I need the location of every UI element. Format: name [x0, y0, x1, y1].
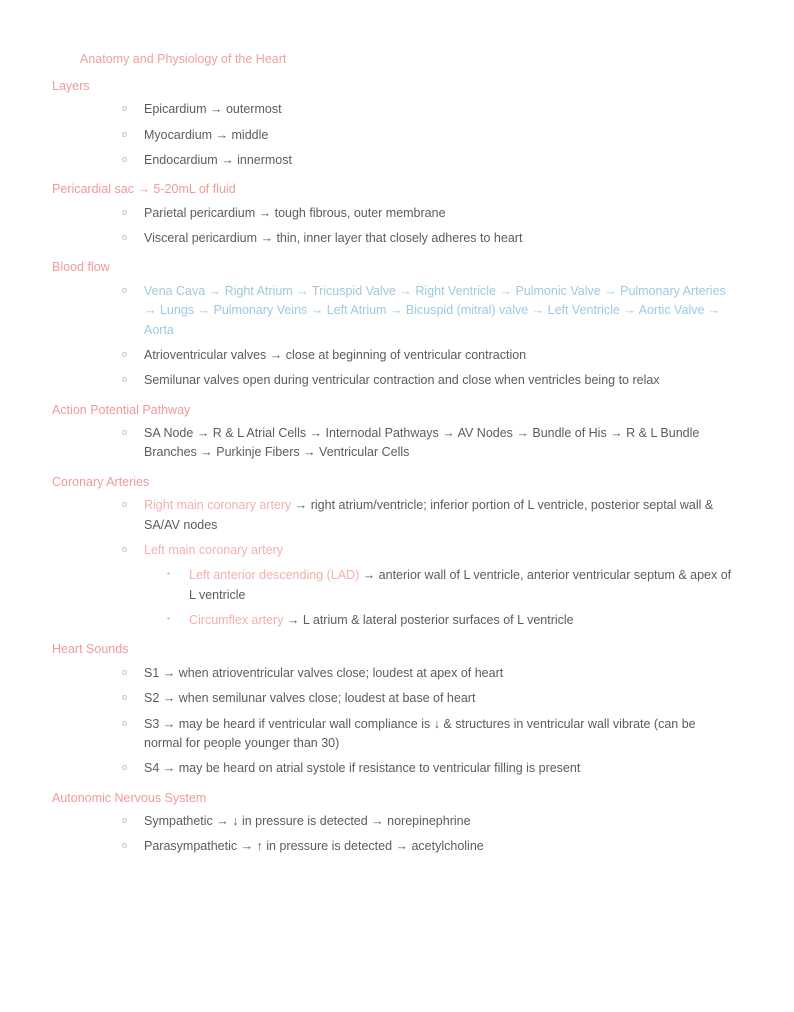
list-item [52, 759, 734, 778]
artery-name: Circumflex artery [189, 613, 284, 627]
bullet-marker-icon: o [122, 232, 128, 242]
section-heading: Coronary Arteries [52, 474, 150, 489]
list-item-text: Parasympathetic → ↑ in pressure is detected → acetylcholine [144, 839, 484, 854]
section-heading: Action Potential Pathway [52, 402, 191, 417]
bullet-marker-icon: o [122, 499, 128, 510]
bullet-marker-icon: o [122, 374, 128, 385]
artery-description: → L atrium & lateral posterior surfaces of L ventricle [283, 613, 574, 627]
bullet-marker-icon: o [122, 348, 128, 359]
bullet-marker-icon: o [122, 153, 128, 164]
bullet-marker-icon: o [122, 666, 128, 677]
bullet-marker-icon: o [122, 815, 128, 825]
list-item-text: Parietal pericardium → tough fibrous, outer membrane [144, 205, 446, 220]
list-item [52, 282, 734, 340]
list-item-text: S3 → may be heard if ventricular wall compliance is ↓ & structures in ventricular wall vibrate (can be normal for people younger than 30) [144, 716, 696, 750]
bullet-marker-icon: ▪ [167, 569, 170, 579]
bullet-marker-icon: o [122, 128, 128, 139]
bullet-marker-icon: o [122, 543, 128, 554]
section-heading: Heart Sounds [52, 642, 129, 657]
bullet-marker-icon: o [122, 206, 128, 217]
section-heading: Pericardial sac → 5-20mL of fluid [52, 182, 236, 197]
page-title: Anatomy and Physiology of the Heart [80, 52, 287, 66]
artery-name: Right main coronary artery [144, 498, 292, 513]
list-item [52, 100, 734, 119]
section-heading: Layers [52, 78, 90, 93]
bullet-marker-icon: o [122, 427, 128, 437]
section-heading: Autonomic Nervous System [52, 790, 207, 805]
bullet-marker-icon: o [122, 717, 128, 728]
artery-description: → anterior wall of L ventricle, anterior ventricular septum & apex of L ventricle [189, 568, 732, 602]
artery-description: → right atrium/ventricle; inferior portion of L ventricle, posterior septal wall & SA/AV nodes [144, 498, 714, 532]
list-item [52, 837, 734, 856]
blood-flow-chain: Vena Cava → Right Atrium → Tricuspid Valve → Right Ventricle → Pulmonic Valve → Pulmonary Arteries → Lungs → Pulmonary Veins → Left Atrium → Bicuspid (mitral) valve → Left Ventricle → Aortic Valve → Aorta [144, 283, 726, 337]
list-item-text: Atrioventricular valves → close at beginning of ventricular contraction [144, 347, 527, 362]
list-item-text: Left main coronary artery [144, 542, 283, 557]
list-item-text [144, 496, 734, 535]
list-item-text [189, 566, 734, 605]
list-item [52, 151, 734, 170]
document-body [52, 77, 734, 857]
artery-name: Left anterior descending (LAD) [189, 568, 360, 583]
section-heading: Blood flow [52, 260, 110, 275]
bullet-marker-icon: o [122, 762, 128, 773]
list-item-text: Semilunar valves open during ventricular contraction and close when ventricles being to relax [144, 373, 660, 388]
bullet-marker-icon: o [122, 692, 128, 703]
list-item [52, 566, 734, 605]
list-item-text: S1 → when atrioventricular valves close; loudest at apex of heart [144, 665, 504, 680]
list-item-text: Endocardium → innermost [144, 152, 292, 167]
list-item [52, 204, 734, 223]
list-item-text: Visceral pericardium → thin, inner layer that closely adheres to heart [144, 231, 523, 245]
list-item [52, 689, 734, 708]
list-item [52, 812, 734, 831]
list-item [52, 346, 734, 365]
list-item [52, 715, 734, 754]
list-item-text: S4 → may be heard on atrial systole if resistance to ventricular filling is present [144, 761, 581, 776]
bullet-marker-icon: o [122, 840, 128, 851]
list-item [52, 424, 734, 463]
list-item [52, 126, 734, 145]
bullet-marker-icon: o [122, 103, 128, 114]
list-item-text [144, 282, 734, 340]
list-item-text: Epicardium → outermost [144, 102, 282, 117]
list-item-text: SA Node → R & L Atrial Cells → Internodal Pathways → AV Nodes → Bundle of His → R & L Bundle Branches → Purkinje Fibers → Ventricular Cells [144, 426, 700, 460]
list-item [52, 371, 734, 390]
list-item-text: S2 → when semilunar valves close; loudest at base of heart [144, 691, 476, 706]
list-item [52, 541, 734, 560]
list-item [52, 664, 734, 683]
list-item [52, 496, 734, 535]
list-item-text: Myocardium → middle [144, 127, 269, 142]
list-item-text [189, 611, 734, 630]
list-item-text: Sympathetic → ↓ in pressure is detected → norepinephrine [144, 814, 471, 828]
bullet-marker-icon: o [122, 284, 128, 295]
bullet-marker-icon: ▪ [167, 614, 170, 623]
list-item [52, 229, 734, 248]
list-item [52, 611, 734, 630]
